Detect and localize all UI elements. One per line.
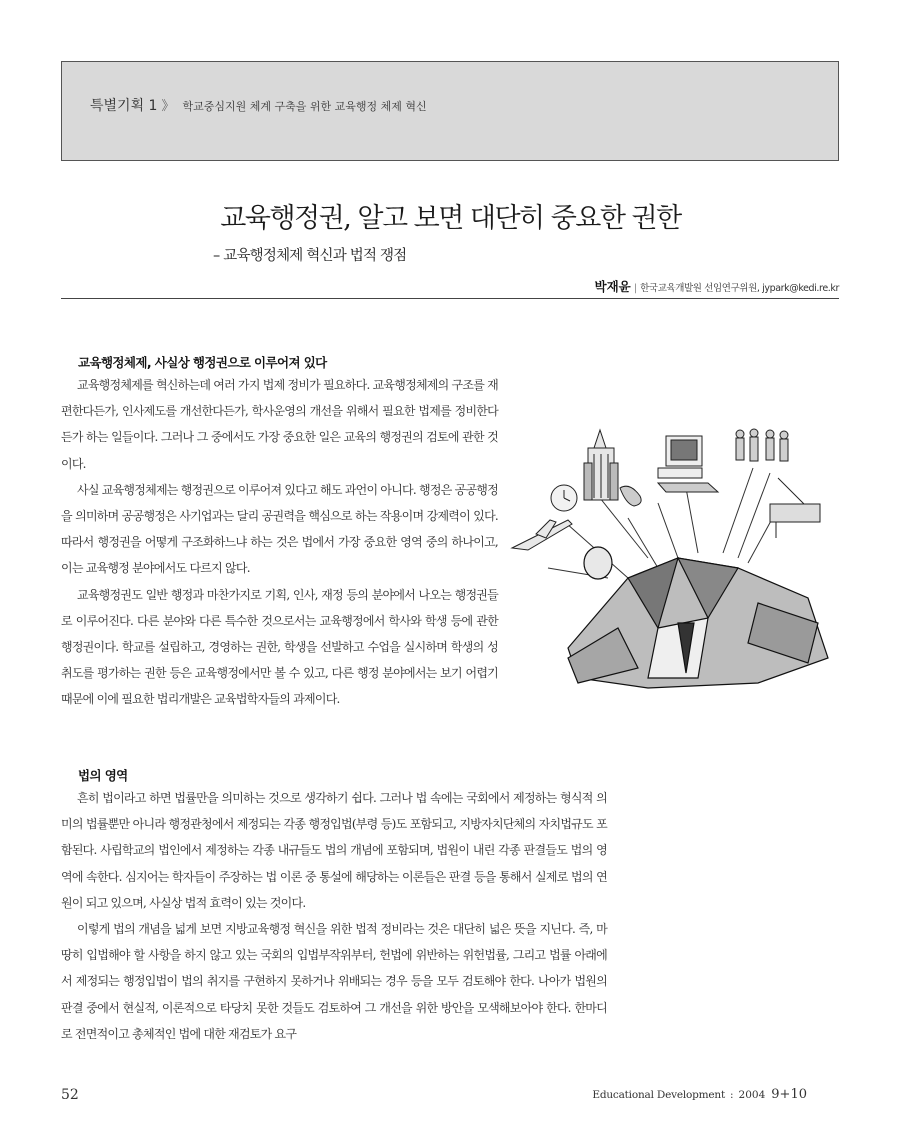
paragraph: 흔히 법이라고 하면 법률만을 의미하는 것으로 생각하기 쉽다. 그러나 법 속에는 국회에서 제정하는 형식적 의미의 법률뿐만 아니라 행정관청에서 제정되는 각종 행정입법(부령 등)도 포함되고, 지방자치단체의 자치법규도 포함된다. 사립학교의 법인에서 제정하는 각종 내규들도 법의 개념에 포함되며, 법원이 내린 각종 판결들도 법의 영역에 속한다. 심지어는 학자들이 주장하는 법 이론 중 통설에 해당하는 이론들은 판결 등을 통해서 실제로 법의 연원이 되고 있으며, 사실상 법적 효력이 있는 것이다. [61, 791, 607, 910]
banner-row [90, 95, 427, 115]
banner-text: 학교중심지원 체계 구축을 위한 교육행정 체제 혁신 [182, 100, 427, 113]
businessman-figure [568, 547, 828, 688]
footer-colon: : [730, 1089, 734, 1101]
article-subtitle: – 교육행정체제 혁신과 법적 쟁점 [213, 248, 407, 264]
author-separator: | [633, 283, 638, 294]
airplane-icon [512, 520, 572, 550]
footer-publication [592, 1087, 807, 1102]
chevron-right-icon: 》 [161, 99, 175, 114]
header-divider [61, 298, 839, 299]
businessman-illustration [508, 428, 838, 693]
publication-year: 2004 [738, 1089, 766, 1101]
section-2-body [61, 785, 607, 1047]
banner-label: 특별기획 1 [90, 98, 158, 114]
crane-icon [770, 478, 820, 538]
paragraph: 교육행정체제를 혁신하는데 여러 가지 법제 정비가 필요하다. 교육행정체제의 구조를 재편한다든가, 인사제도를 개선한다든가, 학사운영의 개선을 위해서 필요한 법제를 정비한다든가 하는 일들이다. 그러나 그 중에서도 가장 중요한 일은 교육의 행정권의 검토에 관한 것이다. [61, 378, 498, 471]
paragraph: 사실 교육행정체제는 행정권으로 이루어져 있다고 해도 과언이 아니다. 행정은 공공행정을 의미하며 공공행정은 사기업과는 달리 공권력을 핵심으로 하는 작용이며 강제력이 있다. 따라서 행정권을 어떻게 구조화하느냐 하는 것은 법에서 가장 중요한 영역 중의 하나이고, 이는 교육행정 분야에서도 다르지 않다. [61, 482, 498, 576]
article-title: 교육행정권, 알고 보면 대단히 중요한 권한 [220, 203, 681, 234]
paragraph: 교육행정권도 일반 행정과 마찬가지로 기획, 인사, 재정 등의 분야에서 나오는 행정권들로 이루어진다. 다른 분야와 다른 특수한 것으로서는 교육행정에서 학사와 학생 등에 관한 행정권이다. 학교를 설립하고, 경영하는 권한, 학생을 선발하고 수업을 실시하며 학생의 성취도를 평가하는 권한 등은 교육행정에서만 볼 수 있고, 다른 행정 분야에서는 보기 어렵기 때문에 이에 필요한 법리개발은 교육법학자들의 과제이다. [61, 587, 498, 707]
author-name: 박재윤 [594, 279, 631, 294]
publication-name: Educational Development [592, 1089, 725, 1101]
section-banner [61, 61, 839, 161]
section-1-heading: 교육행정체제, 사실상 행정권으로 이루어져 있다 [78, 355, 327, 370]
telephone-icon [620, 486, 641, 506]
people-group-icon [736, 429, 788, 461]
author-line [595, 277, 839, 295]
clock-icon [551, 485, 577, 511]
section-1-body [61, 372, 498, 713]
building-icon [584, 430, 618, 500]
section-2-heading: 법의 영역 [78, 768, 128, 783]
page-number: 52 [61, 1087, 79, 1103]
computer-icon [658, 436, 718, 492]
publication-issue: 9+10 [771, 1087, 807, 1102]
author-affiliation: 한국교육개발원 선임연구위원, jypark@kedi.re.kr [640, 283, 839, 294]
paragraph: 이렇게 법의 개념을 넓게 보면 지방교육행정 혁신을 위한 법적 정비라는 것은 대단히 넓은 뜻을 지닌다. 즉, 마땅히 입법해야 할 사항을 하지 않고 있는 국회의 입법부작위부터, 헌법에 위반하는 위헌법률, 그리고 법률 아래에서 제정되는 행정입법이 법의 취지를 구현하지 못하거나 위배되는 경우 등을 모두 검토해야 한다. 나아가 법원의 판결 중에서 현실적, 이론적으로 타당치 못한 것들도 검토하여 그 개선을 위한 방안을 모색해보아야 한다. 한마디로 전면적이고 총체적인 법에 대한 재검토가 요구 [61, 922, 607, 1041]
